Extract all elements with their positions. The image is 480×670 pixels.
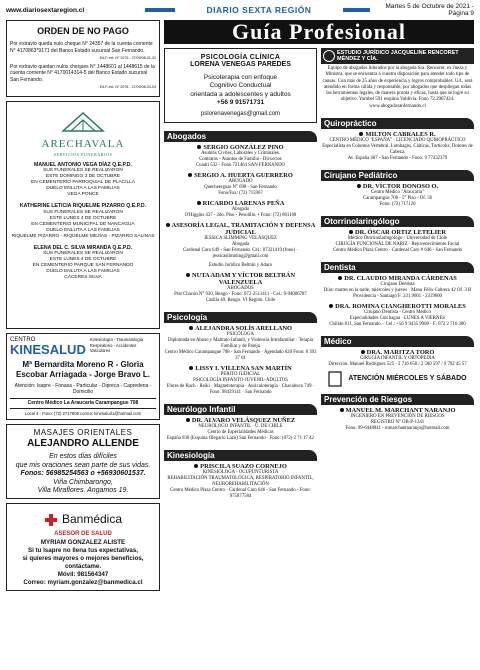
no-pago-title: ORDEN DE NO PAGO [37,26,129,36]
listing-line: PSICOLOGÍA INFANTO-JUVENIL-ADULTOS [193,377,288,383]
listing-entry [164,222,317,260]
banmedica-ad [6,503,160,591]
listing-name-text: PRISCILA SUAZO CORNEJO [200,462,287,470]
bullet-icon [361,350,365,354]
listing-line: Cuadri 532 - Fono 721464 SAN FERNANDO [195,162,285,168]
listing-name-text: DR. CLAUDIO MIRANDA CÁRDENAS [344,274,457,282]
no-pago-text-1: Por extravío queda nulo cheque N° 24357 de la cuenta corriente N° 4170863*9171 del Banco Estado sucursal San Fernando. [10,41,153,54]
listing-name-text: ALEJANDRA SOLÍS ARELLANO [195,324,292,332]
obit-line: SUS FUNERALES SE REALIZARON [43,209,123,215]
listing-line: REGISTRO N° OB-P-1341 [370,419,425,425]
listing-entry [164,172,317,197]
kinesalud-attention: Atención: Isapre - Fonasa - Particular - Dipreca - Capredena - Domicilio [14,382,152,396]
listing-entry [321,303,474,328]
masajes-line: En estos días difíciles [49,453,117,461]
section-heading: Dentista [321,262,474,273]
masajes-ad [6,424,160,499]
section-heading: Otorrinolaringólogo [321,216,474,227]
atencion-banner [321,371,474,387]
listing-name [164,325,317,332]
masajes-name: ALEJANDRO ALLENDE [27,437,139,449]
listing-name [164,417,317,424]
estudio-title: ESTUDIO JURÍDICO JACQUELINE RENCORET MÉNDEZ Y CÍA. [337,50,459,63]
listing-line: Centro Médico Carampangue 708 - San Fernando · Agendado 620 Fono: 8 393 37 81 [164,349,317,361]
header-rule-right [343,8,370,12]
listing-line: NEUROLOGO INFANTIL · U. DE CHILE [198,423,283,429]
banmedica-text [10,531,156,587]
masajes-body [10,453,156,495]
listing-line: Diplomada en Abuso y Maltrato Infantil, y Violencia Intrafamiliar · Terapia Familiar y de Pareja [167,337,314,349]
listing-name [164,463,317,470]
masajes-phone: Fonos: 56985254563 o +56930601537. [20,470,146,478]
listing-line: Médico Otorrinolaringólogo · Universidad de Chile [347,235,448,241]
arechavala-logo [10,111,156,136]
section-heading: Psicología [164,312,317,323]
obit-line: VEGA PONCE [67,192,99,198]
listing-line: KINESIOLOGA - OCUPUNTURISTA [202,469,279,475]
listing-line: CIRUGÍA FUNCIONAL DE NARIZ · Rejuvenecimiento Facial [335,241,460,247]
listing-entry [321,183,474,208]
listing-name [164,200,317,207]
psico-line: Cognitivo Conductual [209,82,272,90]
listing-entry [164,144,317,169]
listing-line: Estudio Jurídico Beltrán y Adaro [208,262,273,268]
section-heading: Médico [321,336,474,347]
listing-entry [321,131,474,162]
listing-line: PSICÓLOGA [227,331,254,337]
listing-line: Providencia - Santiago F: 231 9601 - 2319600 [353,293,442,299]
listing-line: CIRUGÍA INFANTIL Y ORTOPEDIA [360,355,435,361]
estudio-juridico-head [321,48,474,64]
listing-line: Dirección: Manuel Rodríguez 525 · 2 716 650 / 2 580 597 / 9 792 45 57 [328,361,467,367]
obituary [10,162,156,198]
banmedica-brand: Banmédica [61,512,123,527]
listing-entry [164,200,317,219]
listing-name-text: MANUEL M. MARCHANT NARANJO [345,406,456,414]
obit-line: DUELO ENLUTA A LAS FAMILIAS [46,186,120,192]
kinesalud-logo [10,337,86,356]
kinesalud-header [10,337,156,356]
section-heading: Kinesiología [164,450,317,461]
sections-b [321,113,474,432]
left-column [6,20,160,666]
page-date: Martes 5 de Octubre de 2021 - Página 9 [385,3,474,17]
listing-entry [164,365,317,396]
listing-line: Chillán 811, San Fernando. - Cel.: +56 9 9435 9908 · F: 072 2 716 300 [329,321,466,327]
kinesalud-contact: Local 4 - Fono: (72) 2717806 correo: kinesalud1@hotmail.com [24,410,142,416]
obit-line: RIQUELME PIZARRO - RIQUELME MEJÍAS - PIZARRO SALINAS [11,233,155,239]
arechavala-name: ARECHAVALA [41,137,125,150]
header-rule-left [145,8,175,12]
listing-name [321,303,474,310]
obit-line: EN CEMENTERIO PARQUE SAN FERNANDO [32,263,134,269]
listing-name [321,229,474,236]
obit-name: MANUEL ANTONIO VEGA DÍAZ Q.E.P.D. [34,161,132,168]
listing-entry [164,325,317,362]
listing-name-text: DRA. ROMINA CIANGHEROTTI MORALES [335,302,466,310]
listing-line: Av. España 467 - San Fernando - Fono: 9 77432379 [347,155,448,161]
listing-line: PERITO JUDICIAL [220,371,261,377]
listing-line: REHABILITACIÓN TRAUMATOLÓGICA, RESPIRATORIO INFANTIL, NEUROREHABILITACIÓN [167,475,314,487]
listing-line: Centro Médico "Araucaria" [371,189,424,195]
listing-line: Prat Chacón N° 930, Rengo - Fono: 072-2511411 - Cel.: 9-94006787 [174,291,307,297]
listing-name [321,275,474,282]
guia-left-column [164,48,317,503]
estudio-logo-icon [323,50,335,62]
sections-a [164,126,317,500]
bullet-icon [197,145,201,149]
psico-line: orientada a adolescentes y adultos [190,90,291,98]
listing-entry [164,272,317,304]
section-heading: Prevención de Riesgos [321,394,474,405]
listing-line: ABOGADOS [227,285,254,291]
listing-name [164,144,317,151]
obit-line: ESTE LUNES 4 DE OCTUBRE [49,215,117,221]
bullet-icon [329,304,333,308]
listing-line: CENTRO MÉDICO "ESPAÑA" · LICENCIADO QUIROPRÁCTICO [329,138,466,143]
listing-entry [321,275,474,300]
arechavala-sub: SERVICIOS FUNERARIOS [53,151,113,157]
masajes-line: Villa Miraflores. Angamos 19. [37,486,129,494]
psicologia-clinica-ad [164,48,317,123]
section-heading: Cirujano Pediátrico [321,170,474,181]
obit-name: ELENA DEL C. SILVA MIRANDA Q.E.P.D. [33,244,133,251]
listing-name [164,365,317,372]
listing-line: Contratos - Asuntos de Familia - Divorcios [199,156,282,162]
obituary [10,245,156,281]
listing-line: Abogada [231,241,250,247]
banmedica-line: si quieres mayores o mejores beneficios, [22,555,144,563]
listing-line: Centro Médico Plaza Centro · Cardenal Caro 646 - San Fernando - Fono: 975877584 [170,487,311,499]
listing-entry [321,349,474,368]
no-pago-notice [6,20,160,97]
listing-name-text: SERGIO A. HUERTA GUERRERO [194,171,293,179]
banmedica-cross-icon [44,513,58,527]
listing-line: Abogado [231,206,250,212]
banmedica-line: contáctame. [64,563,102,571]
listing-line: Centro de Especialidades Médicas [207,429,274,435]
listing-line: Casilla 40. Rengo. VI Región. Chile [205,297,276,303]
kinesalud-staff: Mª Bernardita Moreno R - Gloria Escobar Arriagada - Jorge Bravo L. [16,360,150,379]
atencion-text: ATENCIÓN MIÉRCOLES Y SÁBADO [348,375,467,383]
listing-line: Cirujano Dentista - Centro Médico [364,309,431,315]
listing-entry [164,463,317,500]
listing-name-text: DR. ALVARO VELÁSQUEZ NUÑEZ [191,416,296,424]
listing-name-text: DR. VÍCTOR DONOSO O. [362,182,439,190]
no-pago-text-2: Por extravío quedan nulos cheques N° 1448601 al 1448615 de la cuenta corriente N° 4170014314-5 del Banco Estado sucursal San Fernando. [10,64,155,83]
listing-line: Fono: (72) 717120 [379,201,416,207]
listing-line: ABOGADO [228,178,253,184]
banmedica-role: ASESOR DE SALUD [54,531,112,538]
obit-line: SUS FUNERALES SE REALIZARON [43,168,123,174]
listing-name-text: RICARDO LARENAS PEÑA [202,199,285,207]
banmedica-phone: Móvil: 981564347 [57,571,109,579]
psico-email[interactable]: pslorenavenegas@gmail.com [200,110,281,117]
listing-name [321,131,474,138]
bullet-icon [188,173,192,177]
obit-line: DUELO ENLUTA A LAS FAMILIAS [46,227,120,233]
guia-profesional [164,20,474,666]
psico-name: LORENA VENEGAS PAREDES [190,61,291,68]
estudio-body: Equipo de abogados liderados por la abogada Sra. Rencoret, ex Jueza y Ministra, que se encuentra a vuestra disposición para atender todo tipo de causas. Con más de 25 años de experiencia y logros comprobables. Ud., será atendido en forma cálida y responsable, por abogados que despliegan todas las herramientas legales, de manera pronta y eficaz, hasta que se logre su objetivo. Yumbel 591 esquina Valdivia. Fono 72.2967424. www.abogadosanfernando.cl [322,66,473,109]
section-heading: Abogados [164,131,317,142]
listing-line: Carampangue 708 - 5° Piso - Of. 56 [362,195,433,201]
listing-line: Especialidades Colchagua · LUNES A VIERNES [349,315,446,321]
masajes-heading: MASAJES ORIENTALES [33,427,133,437]
section-heading: Neurólogo Infantil [164,404,317,415]
clipboard-icon [328,371,342,387]
listing-name-text: ASESORÍA LEGAL, TRAMITACIÓN Y DEFENSA JUDICIAL [171,221,316,236]
banmedica-email[interactable]: Correo: myriam.gonzalez@banmedica.cl [23,579,143,587]
listing-name-text: MILTON CABRALES R. [365,130,436,138]
arechavala-emblem-icon [55,111,111,133]
listing-name [321,349,474,356]
obit-line: ESTE LUNES 4 DE OCTUBRE [49,257,117,263]
guia-right-column [321,48,474,503]
listing-name-text: SERGIO GONZÁLEZ PINO [203,143,284,151]
masthead: DIARIO SEXTA REGIÓN [206,5,312,15]
listing-entry [164,417,317,442]
obit-line: DUELO ENLUTA A LAS FAMILIAS [46,269,120,275]
listing-entry [321,407,474,432]
listing-line: Quechereguas N° 698 - San Fernando [204,184,277,190]
listing-line: Días: martes en la tarde, miércoles y jueves · Manu Félix Cabrera 42 Of. 3 B [323,287,472,293]
listing-line: Especialista en Columna Vertebral. Lumbagos, Ciáticas, Tortícolis, Dolores de Cabeza. [322,143,473,155]
listing-line: Cirujano Dentista [380,281,415,287]
listing-line: Flores de Rach · Reiki · Magnetoterapia · Auriculoterapia · Chacabuco 749 · Fono: 98439141 · San Fernando [166,383,315,395]
listing-line: Fono: 99-6448841 - mmarchantnaranjo@hotmail.com [345,425,450,431]
arechavala-ad [6,101,160,329]
kinesalud-ad [6,333,160,419]
banmedica-logo [10,512,156,527]
bullet-icon [189,366,193,370]
obit-line: SUS FUNERALES SE REALIZARON [43,251,123,257]
listing-name [321,407,474,414]
listing-entry [164,263,317,269]
page-header [6,4,474,16]
listing-line: JESSICA SLIMMING VELÁSQUEZ [204,235,277,241]
listing-name-text: DRA. MARITZA TORO [366,348,435,356]
banmedica-line: Si tu Isapre no llena tus expectativas, [27,547,139,555]
guia-title: Guía Profesional [164,20,474,44]
listing-name [164,172,317,179]
listing-line: O'Higgins 437 - 2do. Piso - Pesolillo. • Fono: (72) 861168 [184,212,297,218]
bullet-icon [189,326,193,330]
obit-line: EN CEMENTERIO PARROQUIAL DE PLACILLA [31,180,135,186]
bullet-icon [186,418,190,422]
obit-line: ESTE DOMINGO 3 DE OCTUBRE [45,174,121,180]
obituary [10,203,156,239]
bullet-icon [338,276,342,280]
kinesalud-center: Centro Médico La Araucaria Carampangue 708 [10,398,156,408]
bullet-icon [166,223,170,227]
obit-name: KATHERINE LETICIA RIQUELME PIZARRO Q.E.P.D. [19,203,147,210]
psico-phone: +56 9 91571731 [216,99,265,107]
masajes-line: Viña Chimbarongo, [53,478,113,486]
listing-line: España 830 (Esquina Olegario Lazo) San Fernando · Fono: (072) 2 71 17 42 [167,435,314,441]
psico-line: Psicoterapia con enfoque [203,74,278,81]
listing-line: INGENIERO EN PREVENCIÓN DE RIESGOS [350,414,445,419]
listing-name [164,272,317,286]
masajes-line: que mis oraciones sean parte de sus vidas. [15,461,151,469]
obit-line: EN CEMENTERIO MUNICIPAL DE NANCAGUA [31,221,135,227]
kinesalud-prefix: CENTRO [10,337,36,344]
listing-name-text: NUTA ADAM Y VÍCTOR BELTRÁN VALENZUELA [192,271,295,286]
kinesalud-services: Kinesiología - Traumatología Respiratorio - Accidentes Vasculares [89,337,144,354]
bullet-icon [349,230,353,234]
section-heading: Quiropráctico [321,118,474,129]
bullet-icon [357,184,361,188]
no-pago-ref-2: Ed-F-ext. N° 2076 - 27/09/08-03-04 [99,84,156,89]
listing-line: Fono/Fax: (72) 715967 [218,190,263,196]
bullet-icon [359,132,363,136]
listing-line: Asuntos Civiles, Laborales y Criminales. [201,150,280,156]
bullet-icon [340,408,344,412]
kinesalud-brand: KINESALUD [10,342,86,358]
listing-entry [321,229,474,254]
site-url[interactable]: www.diariosextaregion.cl [6,6,85,14]
listing-name [321,183,474,190]
obit-line: CÁCERES SILVA [64,275,102,281]
listing-name-text: DR. ÓSCAR ORTIZ LETELIER [354,228,447,236]
bullet-icon [194,464,198,468]
banmedica-name: MYRIAM GONZALEZ ALISTE [40,539,126,547]
bullet-icon [186,273,190,277]
no-pago-ref-1: Ed-F-ext. N° 2075 - 27/09/08-01-02 [99,55,156,60]
listing-name [164,222,317,236]
bullet-icon [197,201,201,205]
listing-name-text: LISSY I. VILLENA SAN MARTÍN [195,364,292,372]
listing-line: Cardenal Caro 649 - San Fernando. Cel.: 87321419 (fono) · jessicaslimming@gmail.com [183,247,298,259]
psico-title: PSICOLOGÍA CLÍNICA [200,54,281,61]
listing-line: Centro Médico Plaza Centro · Cardenal Caro # 646 - San Fernando [332,247,463,253]
